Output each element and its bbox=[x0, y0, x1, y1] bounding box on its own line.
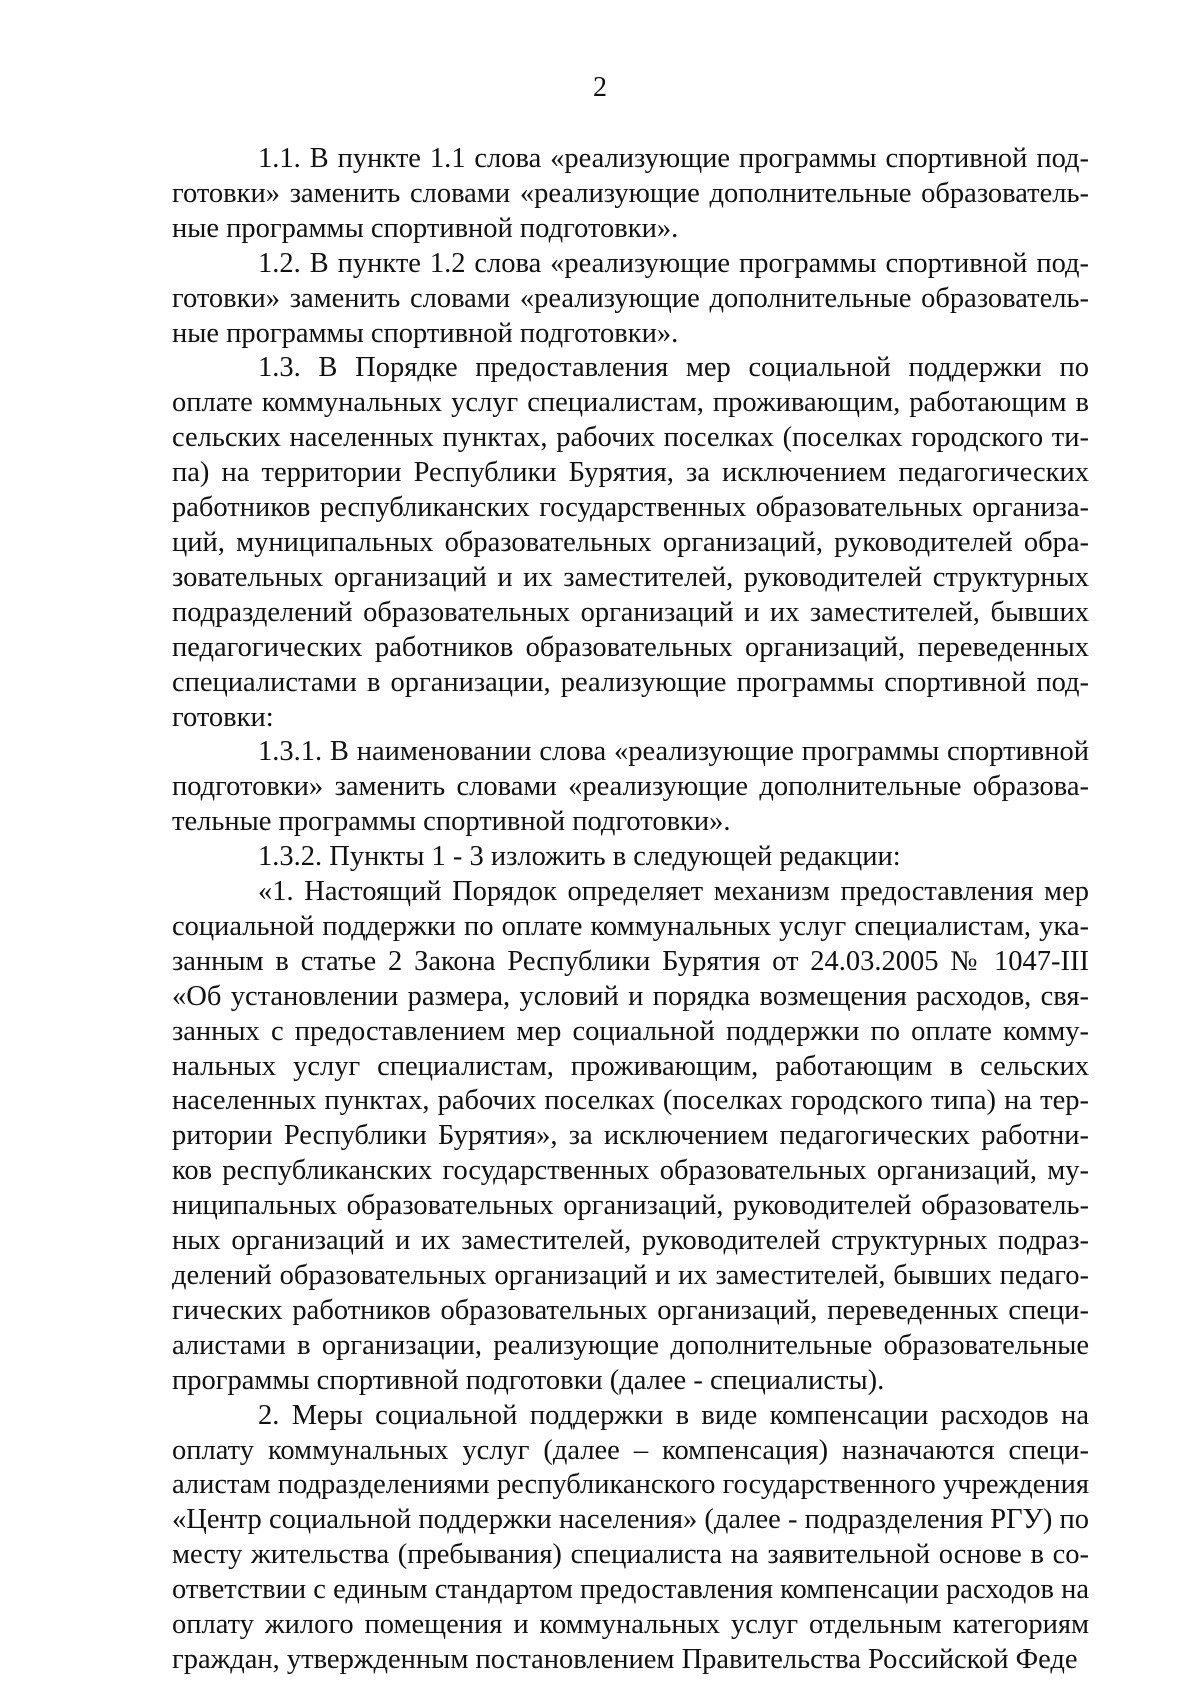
paragraph-1-1: 1.1. В пункте 1.1 слова «реализующие программы спортивной подготовки» заменить словами «реализующие дополнительные образовательные программы спортивной подготовки». bbox=[172, 143, 1089, 244]
document-body bbox=[172, 142, 1089, 1678]
paragraph-point-2: 2. Меры социальной поддержки в виде компенсации расходов на оплату коммунальных услуг (далее – компенсация) назначаются специалистам подразделениями республиканского государственного учреждения «Центр социальной поддержки населения» (далее - подразделения РГУ) по месту жительства (пребывания) специалиста на заявительной основе в соответствии с единым стандартом предоставления компенсации расходов на оплату жилого помещения и коммунальных услуг отдельным категориям граждан, утвержденным постановлением Правительства Российской Феде bbox=[172, 1399, 1089, 1675]
paragraph-1-3-1: 1.3.1. В наименовании слова «реализующие программы спортивной подготовки» заменить словами «реализующие дополнительные образовательные программы спортивной подготовки». bbox=[172, 736, 1089, 838]
paragraph-1-2: 1.2. В пункте 1.2 слова «реализующие программы спортивной подготовки» заменить словами «реализующие дополнительные образовательные программы спортивной подготовки». bbox=[172, 247, 1089, 349]
paragraph-1-3-2: 1.3.2. Пункты 1 - 3 изложить в следующей редакции: bbox=[258, 841, 901, 873]
paragraph-point-1: «1. Настоящий Порядок определяет механизм предоставления мер социальной поддержки по оплате коммунальных услуг специалистам, указанным в статье 2 Закона Республики Бурятия от 24.03.2005 № 1047-III «Об установлении размера, условий и порядка возмещения расходов, связанных с предоставлением мер социальной поддержки по оплате коммунальных услуг специалистам, проживающим, работающим в сельских населенных пунктах, рабочих поселках (поселках городского типа) на территории Республики Бурятия», за исключением педагогических работников республиканских государственных образовательных организаций, муниципальных образовательных организаций, руководителей образовательных организаций и их заместителей, руководителей структурных подразделений образовательных организаций и их заместителей, бывших педагогических работников образовательных организаций, переведенных специалистами в организации, реализующие дополнительные образовательные программы спортивной подготовки (далее - специалисты). bbox=[172, 876, 1089, 1396]
paragraph-1-3: 1.3. В Порядке предоставления мер социальной поддержки по оплате коммунальных услуг специалистам, проживающим, работающим в сельских населенных пунктах, рабочих поселках (поселках городского типа) на территории Республики Бурятия, за исключением педагогических работников республиканских государственных образовательных организаций, муниципальных образовательных организаций, руководителей образовательных организаций и их заместителей, руководителей структурных подразделений образовательных организаций и их заместителей, бывших педагогических работников образовательных организаций, переведенных специалистами в организации, реализующие программы спортивной подготовки: bbox=[172, 352, 1089, 733]
page-number: 2 bbox=[593, 72, 607, 103]
